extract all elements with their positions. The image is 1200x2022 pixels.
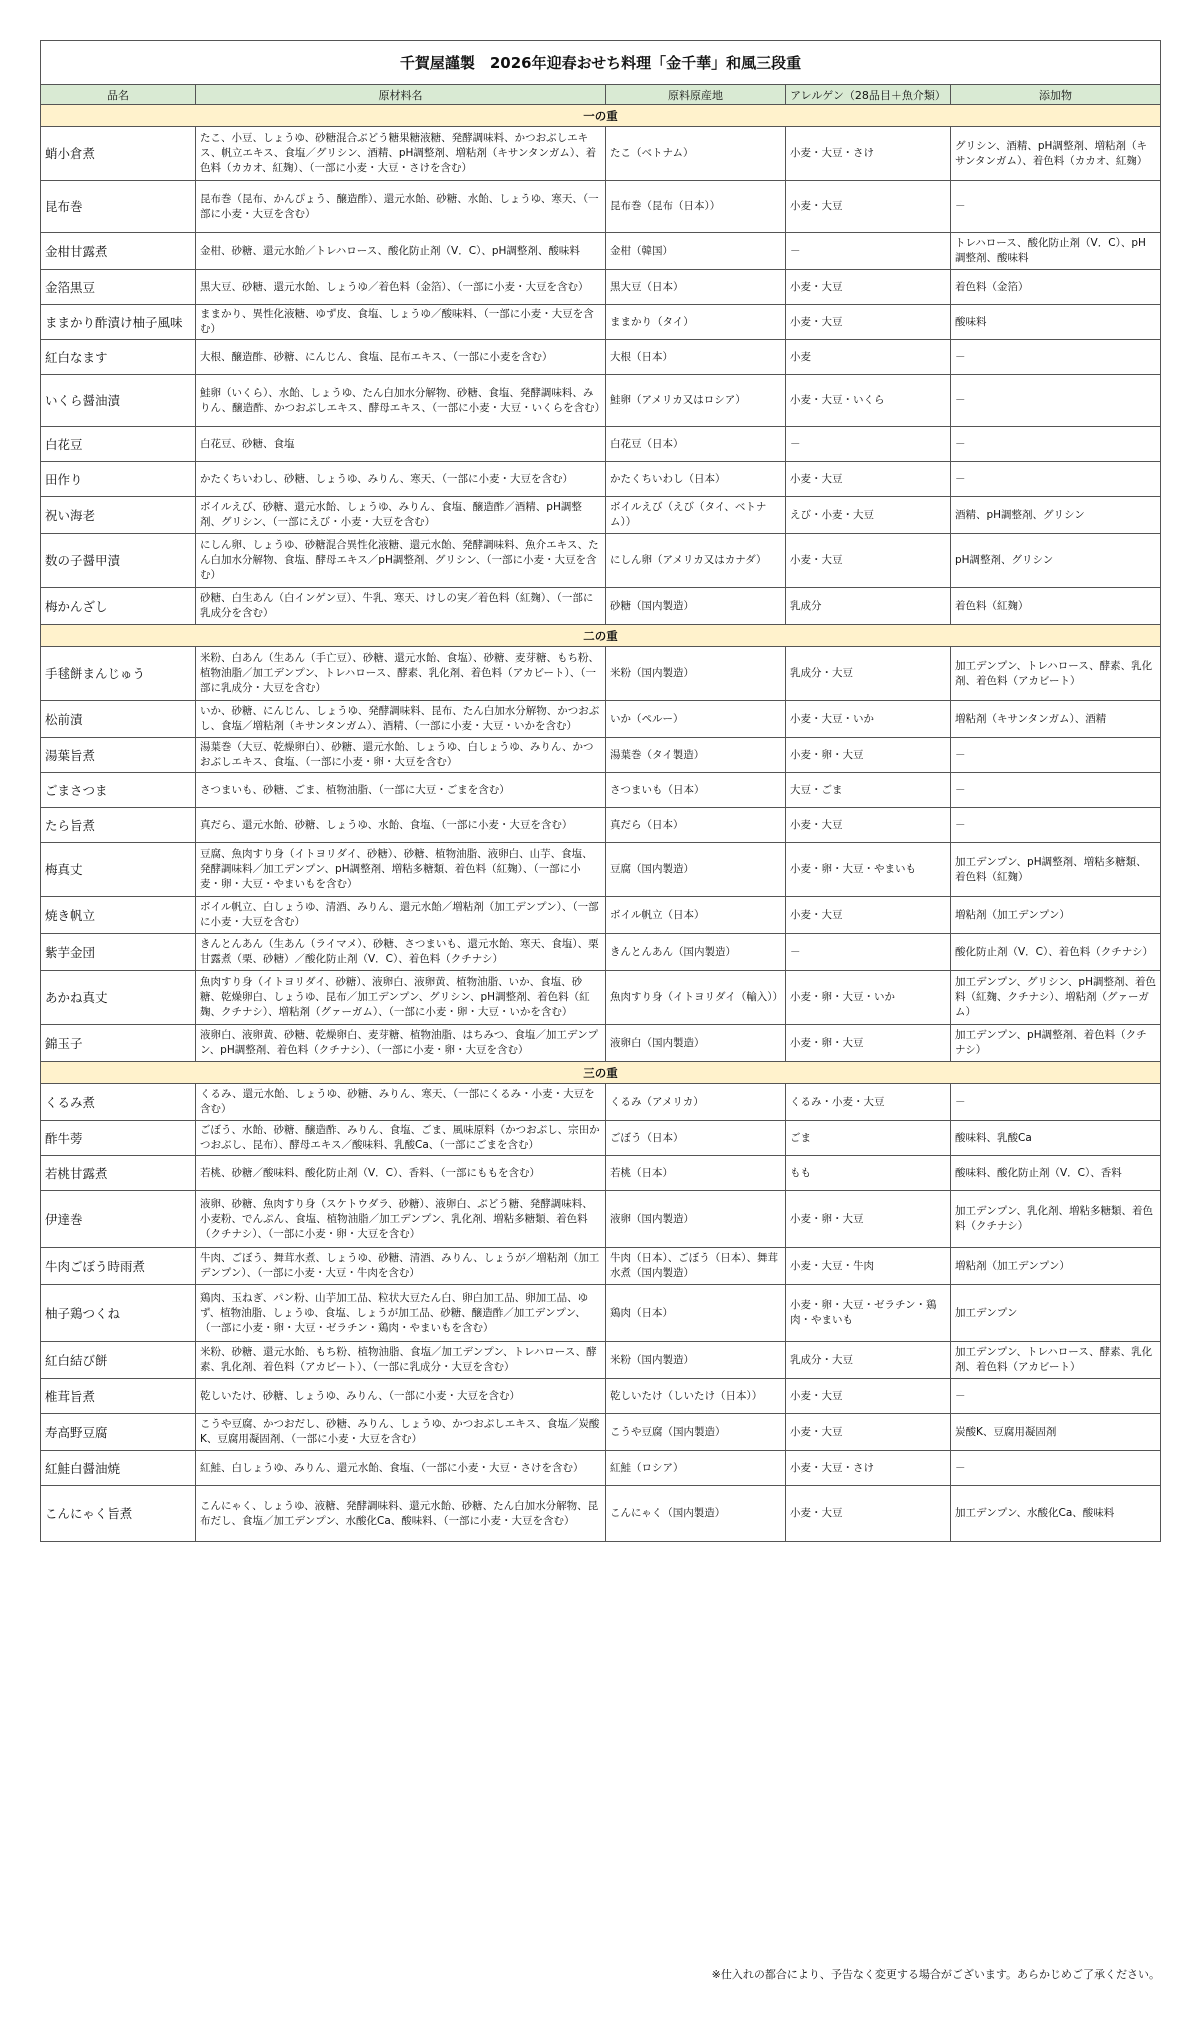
column-header-ingredients: 原材料名 (196, 85, 606, 105)
allergens-cell: 小麦・大豆 (786, 462, 951, 497)
origin-cell: くるみ（アメリカ） (606, 1084, 786, 1121)
table-row (41, 233, 1161, 270)
item-name: 紅白なます (41, 340, 196, 375)
origin-cell: 米粉（国内製造） (606, 1342, 786, 1379)
origin-cell: 液卵（国内製造） (606, 1191, 786, 1248)
item-name: あかね真丈 (41, 971, 196, 1025)
additives-cell: 酸味料、酸化防止剤（V．C）、香料 (951, 1156, 1161, 1191)
additives-cell: － (951, 738, 1161, 773)
table-title: 千賀屋謹製 2026年迎春おせち料理「金千華」和風三段重 (41, 41, 1161, 85)
additives-cell: 酸化防止剤（V．C）、着色料（クチナシ） (951, 934, 1161, 971)
item-name: 松前漬 (41, 701, 196, 738)
ingredients-cell: こんにゃく、しょうゆ、液糖、発酵調味料、還元水飴、砂糖、たん白加水分解物、昆布だし、食塩／加工デンプン、水酸化Ca、酸味料、（一部に小麦・大豆を含む） (196, 1486, 606, 1542)
allergens-cell: 小麦・大豆・牛肉 (786, 1248, 951, 1285)
additives-cell: 酸味料、乳酸Ca (951, 1121, 1161, 1156)
allergens-cell: くるみ・小麦・大豆 (786, 1084, 951, 1121)
additives-cell: 加工デンプン、pH調整剤、着色料（クチナシ） (951, 1025, 1161, 1062)
item-name: ままかり酢漬け柚子風味 (41, 305, 196, 340)
item-name: 梅かんざし (41, 588, 196, 625)
origin-cell: ごぼう（日本） (606, 1121, 786, 1156)
item-name: 祝い海老 (41, 497, 196, 534)
item-name: 錦玉子 (41, 1025, 196, 1062)
allergens-cell: 小麦・大豆 (786, 1486, 951, 1542)
table-row (41, 808, 1161, 843)
item-name: 紫芋金団 (41, 934, 196, 971)
item-name: 梅真丈 (41, 843, 196, 897)
allergens-cell: もも (786, 1156, 951, 1191)
table-row (41, 1414, 1161, 1451)
item-name: 蛸小倉煮 (41, 127, 196, 181)
ingredients-cell: ボイルえび、砂糖、還元水飴、しょうゆ、みりん、食塩、醸造酢／酒精、pH調整剤、グリシン、（一部にえび・小麦・大豆を含む） (196, 497, 606, 534)
item-name: こんにゃく旨煮 (41, 1486, 196, 1542)
table-row (41, 497, 1161, 534)
ingredients-cell: 紅鮭、白しょうゆ、みりん、還元水飴、食塩、（一部に小麦・大豆・さけを含む） (196, 1451, 606, 1486)
allergens-cell: 小麦・卵・大豆 (786, 1191, 951, 1248)
item-name: 寿高野豆腐 (41, 1414, 196, 1451)
ingredients-cell: 牛肉、ごぼう、舞茸水煮、しょうゆ、砂糖、清酒、みりん、しょうが／増粘剤（加工デンプン）、（一部に小麦・大豆・牛肉を含む） (196, 1248, 606, 1285)
allergens-cell: えび・小麦・大豆 (786, 497, 951, 534)
ingredients-cell: 米粉、白あん（生あん（手亡豆）、砂糖、還元水飴、食塩）、砂糖、麦芽糖、もち粉、植物油脂／加工デンプン、トレハロース、酵素、乳化剤、着色料（アカビート）、（一部に乳成分・大豆を含む） (196, 647, 606, 701)
origin-cell: 乾しいたけ（しいたけ（日本）） (606, 1379, 786, 1414)
item-name: たら旨煮 (41, 808, 196, 843)
allergens-cell: － (786, 233, 951, 270)
ingredients-cell: くるみ、還元水飴、しょうゆ、砂糖、みりん、寒天、（一部にくるみ・小麦・大豆を含む） (196, 1084, 606, 1121)
ingredients-cell: きんとんあん（生あん（ライマメ）、砂糖、さつまいも、還元水飴、寒天、食塩）、栗甘露煮（栗、砂糖）／酸化防止剤（V．C）、着色料（クチナシ） (196, 934, 606, 971)
footnote: ※仕入れの都合により、予告なく変更する場合がございます。あらかじめご了承ください。 (711, 1968, 1160, 1981)
origin-cell: 大根（日本） (606, 340, 786, 375)
table-row (41, 1285, 1161, 1342)
table-row (41, 375, 1161, 427)
item-name: 紅鮭白醤油焼 (41, 1451, 196, 1486)
origin-cell: こうや豆腐（国内製造） (606, 1414, 786, 1451)
additives-cell: 加工デンプン、pH調整剤、増粘多糖類、着色料（紅麹） (951, 843, 1161, 897)
ingredients-cell: にしん卵、しょうゆ、砂糖混合異性化液糖、還元水飴、発酵調味料、魚介エキス、たん白加水分解物、食塩、酵母エキス／pH調整剤、グリシン、（一部に小麦・大豆を含む） (196, 534, 606, 588)
origin-cell: 若桃（日本） (606, 1156, 786, 1191)
ingredients-cell: こうや豆腐、かつおだし、砂糖、みりん、しょうゆ、かつおぶしエキス、食塩／炭酸K、豆腐用凝固剤、（一部に小麦・大豆を含む） (196, 1414, 606, 1451)
item-name: 昆布巻 (41, 181, 196, 233)
table-row (41, 1191, 1161, 1248)
item-name: くるみ煮 (41, 1084, 196, 1121)
additives-cell: 酒精、pH調整剤、グリシン (951, 497, 1161, 534)
item-name: 柚子鶏つくね (41, 1285, 196, 1342)
table-row (41, 127, 1161, 181)
additives-cell: 加工デンプン (951, 1285, 1161, 1342)
table-row (41, 1342, 1161, 1379)
table-row (41, 1486, 1161, 1542)
allergens-cell: 小麦・卵・大豆 (786, 738, 951, 773)
item-name: 白花豆 (41, 427, 196, 462)
additives-cell: 増粘剤（加工デンプン） (951, 897, 1161, 934)
allergens-cell: 小麦・卵・大豆 (786, 1025, 951, 1062)
allergens-cell: 小麦・卵・大豆・ゼラチン・鶏肉・やまいも (786, 1285, 951, 1342)
allergens-cell: 乳成分・大豆 (786, 647, 951, 701)
allergens-cell: 小麦・卵・大豆・やまいも (786, 843, 951, 897)
allergens-cell: － (786, 934, 951, 971)
table-row (41, 773, 1161, 808)
origin-cell: 紅鮭（ロシア） (606, 1451, 786, 1486)
table-row (41, 1248, 1161, 1285)
origin-cell: 魚肉すり身（イトヨリダイ（輸入）） (606, 971, 786, 1025)
additives-cell: 増粘剤（キサンタンガム）、酒精 (951, 701, 1161, 738)
item-name: 金箔黒豆 (41, 270, 196, 305)
item-name: 伊達巻 (41, 1191, 196, 1248)
item-name: 牛肉ごぼう時雨煮 (41, 1248, 196, 1285)
section-header: 一の重 (41, 105, 1161, 127)
ingredients-cell: いか、砂糖、にんじん、しょうゆ、発酵調味料、昆布、たん白加水分解物、かつおぶし、食塩／増粘剤（キサンタンガム）、酒精、（一部に小麦・大豆・いかを含む） (196, 701, 606, 738)
additives-cell: トレハロース、酸化防止剤（V．C）、pH調整剤、酸味料 (951, 233, 1161, 270)
item-name: 焼き帆立 (41, 897, 196, 934)
origin-cell: にしん卵（アメリカ又はカナダ） (606, 534, 786, 588)
allergens-cell: 乳成分・大豆 (786, 1342, 951, 1379)
additives-cell: 加工デンプン、グリシン、pH調整剤、着色料（紅麹、クチナシ）、増粘剤（グァーガム） (951, 971, 1161, 1025)
origin-cell: きんとんあん（国内製造） (606, 934, 786, 971)
table-row (41, 843, 1161, 897)
ingredients-cell: 液卵白、液卵黄、砂糖、乾燥卵白、麦芽糖、植物油脂、はちみつ、食塩／加工デンプン、pH調整剤、着色料（クチナシ）、（一部に小麦・卵・大豆を含む） (196, 1025, 606, 1062)
ingredients-cell: 液卵、砂糖、魚肉すり身（スケトウダラ、砂糖）、液卵白、ぶどう糖、発酵調味料、小麦粉、でんぷん、食塩、植物油脂／加工デンプン、乳化剤、増粘多糖類、着色料（クチナシ）、（一部に小麦・卵・大豆を含む） (196, 1191, 606, 1248)
additives-cell: 加工デンプン、トレハロース、酵素、乳化剤、着色料（アカビート） (951, 647, 1161, 701)
ingredients-cell: 魚肉すり身（イトヨリダイ、砂糖）、液卵白、液卵黄、植物油脂、いか、食塩、砂糖、乾燥卵白、しょうゆ、昆布／加工デンプン、グリシン、pH調整剤、着色料（紅麹、クチナシ）、増粘剤（グァーガム）、（一部に小麦・卵・大豆・いかを含む） (196, 971, 606, 1025)
table-row (41, 1084, 1161, 1121)
origin-cell: 黒大豆（日本） (606, 270, 786, 305)
origin-cell: いか（ペルー） (606, 701, 786, 738)
ingredients-cell: ままかり、異性化液糖、ゆず皮、食塩、しょうゆ／酸味料、（一部に小麦・大豆を含む） (196, 305, 606, 340)
item-name: 椎茸旨煮 (41, 1379, 196, 1414)
table-row (41, 738, 1161, 773)
table-row (41, 1156, 1161, 1191)
allergen-table (40, 40, 1161, 1542)
allergens-cell: 小麦・大豆 (786, 897, 951, 934)
additives-cell: － (951, 1451, 1161, 1486)
section-header: 三の重 (41, 1062, 1161, 1084)
table-row (41, 427, 1161, 462)
ingredients-cell: 砂糖、白生あん（白インゲン豆）、牛乳、寒天、けしの実／着色料（紅麹）、（一部に乳成分を含む） (196, 588, 606, 625)
origin-cell: 昆布巻（昆布（日本）） (606, 181, 786, 233)
origin-cell: 鶏肉（日本） (606, 1285, 786, 1342)
additives-cell: － (951, 773, 1161, 808)
origin-cell: ボイルえび（えび（タイ、ベトナム）） (606, 497, 786, 534)
ingredients-cell: 豆腐、魚肉すり身（イトヨリダイ、砂糖）、砂糖、植物油脂、液卵白、山芋、食塩、発酵調味料／加工デンプン、pH調整剤、増粘多糖類、着色料（紅麹）、（一部に小麦・卵・大豆・やまいもを含む） (196, 843, 606, 897)
allergens-cell: 小麦・大豆 (786, 305, 951, 340)
ingredients-cell: 昆布巻（昆布、かんぴょう、醸造酢）、還元水飴、砂糖、水飴、しょうゆ、寒天、（一部に小麦・大豆を含む） (196, 181, 606, 233)
table-row (41, 971, 1161, 1025)
ingredients-cell: 金柑、砂糖、還元水飴／トレハロース、酸化防止剤（V．C）、pH調整剤、酸味料 (196, 233, 606, 270)
ingredients-cell: 大根、醸造酢、砂糖、にんじん、食塩、昆布エキス、（一部に小麦を含む） (196, 340, 606, 375)
allergens-cell: 小麦・大豆 (786, 1379, 951, 1414)
origin-cell: さつまいも（日本） (606, 773, 786, 808)
origin-cell: ままかり（タイ） (606, 305, 786, 340)
ingredients-cell: ボイル帆立、白しょうゆ、清酒、みりん、還元水飴／増粘剤（加工デンプン）、（一部に小麦・大豆を含む） (196, 897, 606, 934)
allergens-cell: ごま (786, 1121, 951, 1156)
allergens-cell: 小麦・大豆・さけ (786, 1451, 951, 1486)
column-header-additives: 添加物 (951, 85, 1161, 105)
table-row (41, 181, 1161, 233)
ingredients-cell: 真だら、還元水飴、砂糖、しょうゆ、水飴、食塩、（一部に小麦・大豆を含む） (196, 808, 606, 843)
ingredients-cell: かたくちいわし、砂糖、しょうゆ、みりん、寒天、（一部に小麦・大豆を含む） (196, 462, 606, 497)
table-row (41, 897, 1161, 934)
table-row (41, 534, 1161, 588)
table-row (41, 305, 1161, 340)
origin-cell: こんにゃく（国内製造） (606, 1486, 786, 1542)
ingredients-cell: たこ、小豆、しょうゆ、砂糖混合ぶどう糖果糖液糖、発酵調味料、かつおぶしエキス、帆立エキス、食塩／グリシン、酒精、pH調整剤、増粘剤（キサンタンガム）、着色料（カカオ、紅麹）、（一部に小麦・大豆・さけを含む） (196, 127, 606, 181)
additives-cell: 酸味料 (951, 305, 1161, 340)
item-name: 数の子醤甲漬 (41, 534, 196, 588)
table-row (41, 934, 1161, 971)
origin-cell: たこ（ベトナム） (606, 127, 786, 181)
additives-cell: － (951, 340, 1161, 375)
origin-cell: 液卵白（国内製造） (606, 1025, 786, 1062)
table-row (41, 340, 1161, 375)
additives-cell: － (951, 462, 1161, 497)
origin-cell: 牛肉（日本）、ごぼう（日本）、舞茸水煮（国内製造） (606, 1248, 786, 1285)
additives-cell: 加工デンプン、水酸化Ca、酸味料 (951, 1486, 1161, 1542)
ingredients-cell: 乾しいたけ、砂糖、しょうゆ、みりん、（一部に小麦・大豆を含む） (196, 1379, 606, 1414)
item-name: 若桃甘露煮 (41, 1156, 196, 1191)
origin-cell: 砂糖（国内製造） (606, 588, 786, 625)
ingredients-cell: 黒大豆、砂糖、還元水飴、しょうゆ／着色料（金箔）、（一部に小麦・大豆を含む） (196, 270, 606, 305)
origin-cell: 鮭卵（アメリカ又はロシア） (606, 375, 786, 427)
allergens-cell: 小麦・大豆 (786, 808, 951, 843)
additives-cell: 増粘剤（加工デンプン） (951, 1248, 1161, 1285)
additives-cell: pH調整剤、グリシン (951, 534, 1161, 588)
additives-cell: グリシン、酒精、pH調整剤、増粘剤（キサンタンガム）、着色料（カカオ、紅麹） (951, 127, 1161, 181)
allergens-cell: 小麦・卵・大豆・いか (786, 971, 951, 1025)
additives-cell: 加工デンプン、乳化剤、増粘多糖類、着色料（クチナシ） (951, 1191, 1161, 1248)
allergens-cell: 小麦・大豆・さけ (786, 127, 951, 181)
allergens-cell: 小麦・大豆 (786, 534, 951, 588)
origin-cell: ボイル帆立（日本） (606, 897, 786, 934)
table-row (41, 647, 1161, 701)
table-row (41, 1451, 1161, 1486)
ingredients-cell: 鶏肉、玉ねぎ、パン粉、山芋加工品、粒状大豆たん白、卵白加工品、卵加工品、ゆず、植物油脂、しょうゆ、食塩、しょうが加工品、砂糖、醸造酢／加工デンプン、（一部に小麦・卵・大豆・ゼラチン・鶏肉・やまいもを含む） (196, 1285, 606, 1342)
ingredients-cell: さつまいも、砂糖、ごま、植物油脂、（一部に大豆・ごまを含む） (196, 773, 606, 808)
item-name: 紅白結び餅 (41, 1342, 196, 1379)
ingredients-cell: 鮭卵（いくら）、水飴、しょうゆ、たん白加水分解物、砂糖、食塩、発酵調味料、みりん、醸造酢、かつおぶしエキス、酵母エキス、（一部に小麦・大豆・いくらを含む） (196, 375, 606, 427)
ingredients-cell: 湯葉巻（大豆、乾燥卵白）、砂糖、還元水飴、しょうゆ、白しょうゆ、みりん、かつおぶしエキス、食塩、（一部に小麦・卵・大豆を含む） (196, 738, 606, 773)
section-header: 二の重 (41, 625, 1161, 647)
additives-cell: － (951, 1379, 1161, 1414)
additives-cell: 着色料（金箔） (951, 270, 1161, 305)
origin-cell: 豆腐（国内製造） (606, 843, 786, 897)
item-name: 手毬餅まんじゅう (41, 647, 196, 701)
allergens-cell: 大豆・ごま (786, 773, 951, 808)
allergens-cell: － (786, 427, 951, 462)
column-header-origin: 原料原産地 (606, 85, 786, 105)
table-row (41, 701, 1161, 738)
item-name: 湯葉旨煮 (41, 738, 196, 773)
additives-cell: － (951, 1084, 1161, 1121)
table-row (41, 1379, 1161, 1414)
item-name: いくら醤油漬 (41, 375, 196, 427)
origin-cell: 金柑（韓国） (606, 233, 786, 270)
ingredients-cell: 白花豆、砂糖、食塩 (196, 427, 606, 462)
table-row (41, 462, 1161, 497)
table-row (41, 1121, 1161, 1156)
table-row (41, 588, 1161, 625)
additives-cell: 加工デンプン、トレハロース、酵素、乳化剤、着色料（アカビート） (951, 1342, 1161, 1379)
allergens-cell: 乳成分 (786, 588, 951, 625)
ingredients-cell: 米粉、砂糖、還元水飴、もち粉、植物油脂、食塩／加工デンプン、トレハロース、酵素、乳化剤、着色料（アカビート）、（一部に乳成分・大豆を含む） (196, 1342, 606, 1379)
column-header-allergens: アレルゲン（28品目＋魚介類） (786, 85, 951, 105)
allergens-cell: 小麦 (786, 340, 951, 375)
ingredients-cell: ごぼう、水飴、砂糖、醸造酢、みりん、食塩、ごま、風味原料（かつおぶし、宗田かつおぶし、昆布）、酵母エキス／酸味料、乳酸Ca、（一部にごまを含む） (196, 1121, 606, 1156)
additives-cell: 着色料（紅麹） (951, 588, 1161, 625)
additives-cell: － (951, 808, 1161, 843)
additives-cell: － (951, 375, 1161, 427)
item-name: 田作り (41, 462, 196, 497)
additives-cell: － (951, 181, 1161, 233)
origin-cell: 湯葉巻（タイ製造） (606, 738, 786, 773)
item-name: 金柑甘露煮 (41, 233, 196, 270)
allergens-cell: 小麦・大豆 (786, 1414, 951, 1451)
item-name: 酢牛蒡 (41, 1121, 196, 1156)
additives-cell: 炭酸K、豆腐用凝固剤 (951, 1414, 1161, 1451)
column-header-name: 品名 (41, 85, 196, 105)
allergens-cell: 小麦・大豆・いか (786, 701, 951, 738)
table-row (41, 270, 1161, 305)
origin-cell: 白花豆（日本） (606, 427, 786, 462)
allergens-cell: 小麦・大豆・いくら (786, 375, 951, 427)
additives-cell: － (951, 427, 1161, 462)
origin-cell: 米粉（国内製造） (606, 647, 786, 701)
allergens-cell: 小麦・大豆 (786, 181, 951, 233)
item-name: ごまさつま (41, 773, 196, 808)
ingredients-cell: 若桃、砂糖／酸味料、酸化防止剤（V．C）、香料、（一部にももを含む） (196, 1156, 606, 1191)
table-row (41, 1025, 1161, 1062)
allergens-cell: 小麦・大豆 (786, 270, 951, 305)
origin-cell: かたくちいわし（日本） (606, 462, 786, 497)
origin-cell: 真だら（日本） (606, 808, 786, 843)
